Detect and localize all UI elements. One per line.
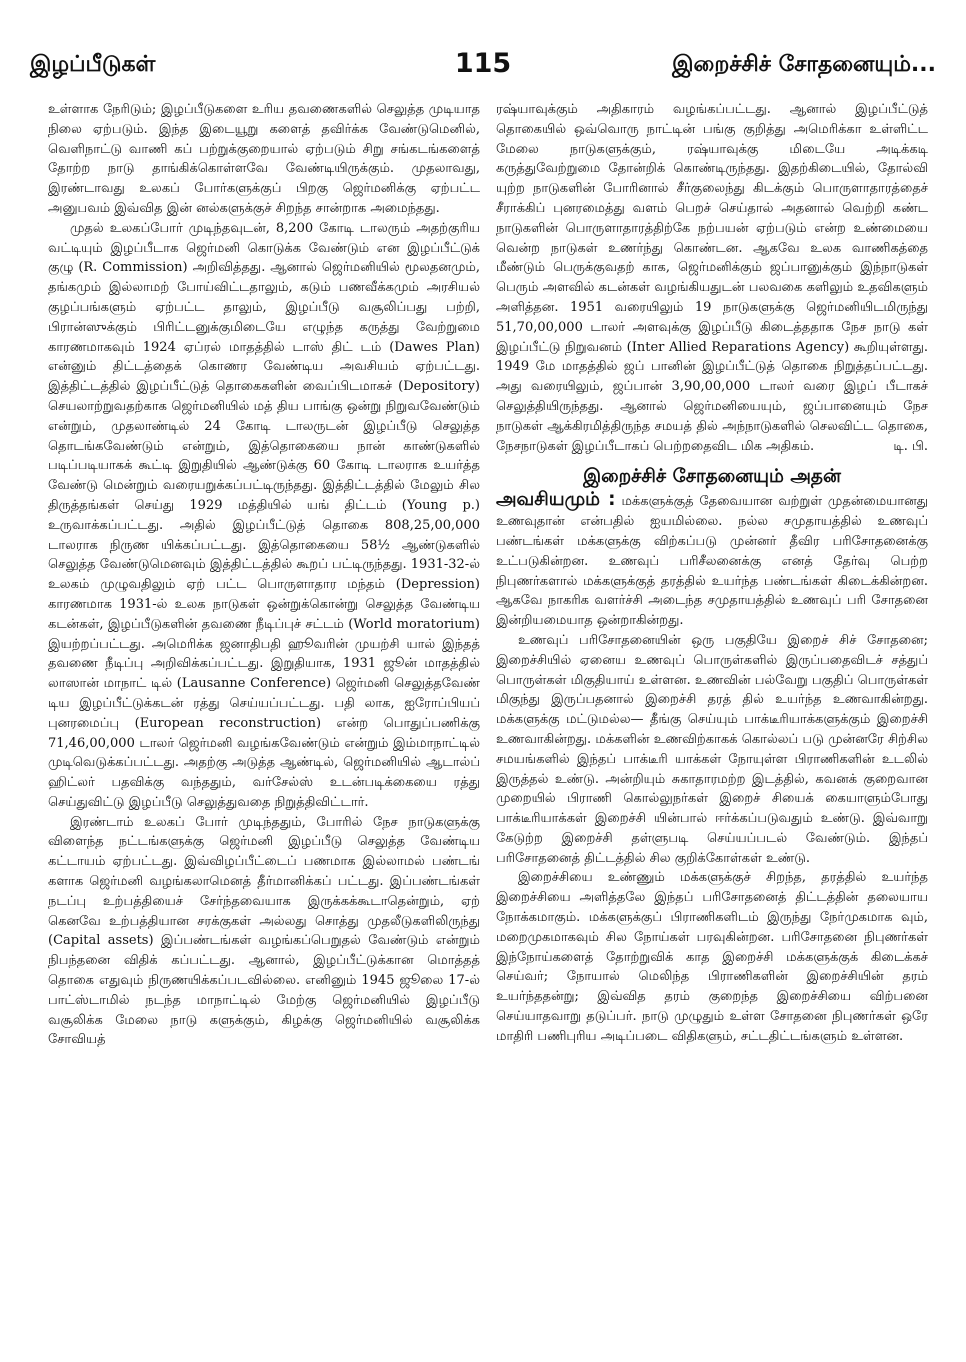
author-initials: டி. பி.: [893, 438, 928, 454]
paragraph: ரஷ்யாவுக்கும் அதிகாரம் வழங்கப்பட்டது. ஆனால் இழப்பீட்டுத் தொகையில் ஒவ்வொரு நாட்டின் பங்கு குறித்து அமெரிக்கா உள்ளிட்ட மேலை நாடுகளுக்கும், ரஷ்யாவுக்கு மிடையே அடிக்கடி கருத்துவேற்றுமை தோன்றிக் கொண்டிருந்தது. இதற்கிடையில், தோல்வி யுற்ற நாடுகளின் போரினால் சீர்குலைந்து கிடக்கும் பொருளாதாரத்தைச் சீராக்கிப் புனரமைத்து வளம் பெறச் செய்தால் அதனால் வெற்றி கண்ட நாடுகளின் பொருளாதாரத்திற்கே நற்பயன் ஏற்படும் என்ற உண்மையை வென்ற நாடுகள் உணர்ந்து கொண்டன. ஆகவே உலக வாணிகத்தை மீண்டும் பெருக்குவதற் காக, ஜெர்மனிக்கும் ஜப்பானுக்கும் இந்நாடுகள் பெரும் அளவில் கடன்கள் வழங்கியதுடன் பலவகை களிலும் உதவிகளும் அளித்தன. 1951 வரையிலும் 19 நாடுகளுக்கு ஜெர்மனியிடமிருந்து 51,70,00,000 டாலர் அளவுக்கு இழப்பீடு கிடைத்ததாக நேச நாடு கள் இழப்பீட்டு நிறுவனம் (Inter Allied Reparations Agency) கூறியுள்ளது. 1949 மே மாதத்தில் ஜப் பானின் இழப்பீட்டுத் தொகை நிறுத்தப்பட்டது. அது வரையிலும், ஜப்பான் 3,90,00,000 டாலர் வரை இழப் பீடாகச் செலுத்தியிருந்தது. ஆனால் ஜெர்மனியையும், ஜப்பானையும் நேச நாடுகள் ஆக்கிரமித்திருந்த சமயத் தில் அந்நாடுகளில் செலவிட்ட தொகை, நேசநாடுகள் இழப்பீடாகப் பெற்றதைவிட மிக அதிகம்.: [496, 102, 928, 454]
page-header: [30, 48, 936, 92]
paragraph: முதல் உலகப்போர் முடிந்தவுடன், 8,200 கோடி டாலரும் அதற்குரிய வட்டியும் இழப்பீடாக ஜெர்மனி கொடுக்க வேண்டும் என இழப்பீட்டுக் குழு (R. Commission) அறிவித்தது. ஆனால் ஜெர்மனியில் மூலதனமும், தங்கமும் இல்லாமற் போய்விட்டதாலும், கடும் பணவீக்கமும் அரசியல் குழப்பங்களும் ஏற்பட்ட தாலும், இழப்பீடு வசூலிப்பது பற்றி, பிரான்ஸுக்கும் பிரிட்டனுக்குமிடையே எழுந்த கருத்து வேற்றுமை காரணமாகவும் 1924 ஏப்ரல் மாதத்தில் டாஸ் திட் டம் (Dawes Plan) என்னும் திட்டத்தைக் கொணர வேண்டிய அவசியம் ஏற்பட்டது. இத்திட்டத்தில் இழப்பீட்டுத் தொகைகளின் வைப்பிடமாகச் (Depository) செயலாற்றுவதற்காக ஜெர்மனியில் மத் திய பாங்கு ஒன்று நிறுவவேண்டும் என்றும், முதலாண்டில் 24 கோடி டாலருடன் இழப்பீடு செலுத்த தொடங்கவேண்டும் என்றும், இத்தொகையை நான் காண்டுகளில் படிப்படியாகக் கூட்டி இறுதியில் ஆண்டுக்கு 60 கோடி டாலராக உயர்த்த வேண்டு மென்றும் வரையறுக்கப்பட்டிருந்தது. இத்திட்டத்தில் மேலும் சில திருத்தங்கள் செய்து 1929 மத்தியில் யங் திட்டம் (Young p.) உருவாக்கப்பட்டது. அதில் இழப்பீட்டுத் தொகை 808,25,00,000 டாலராக நிருண யிக்கப்பட்டது. இத்தொகையை 58½ ஆண்டுகளில் செலுத்த வேண்டுமெனவும் இத்திட்டத்தில் கூறப் பட்டிருந்தது. 1931-32-ல் உலகம் முழுவதிலும் ஏற் பட்ட பொருளாதார மந்தம் (Depression) காரணமாக 1931-ல் உலக நாடுகள் ஒன்றுக்கொன்று செலுத்த வேண்டிய கடன்கள், இழப்பீடுகளின் தவணை நீடிப்புச் சட்டம் (World moratorium) இயற்றப்பட்டது. அமெரிக்க ஜனாதிபதி ஹூவரின் முயற்சி யால் இந்தத் தவணை நீடிப்பு அறிவிக்கப்பட்டது. இறுதியாக, 1931 ஜூன் மாதத்தில் லாஸான் மாநாட் டில் (Lausanne Conference) ஜெர்மனி செலுத்தவேண் டிய இழப்பீட்டுக்கடன் ரத்து செய்யப்பட்டது. பதி லாக, ஐரோப்பியப் புனரமைப்பு (European reconstruction) என்ற பொதுப்பணிக்கு 71,46,00,000 டாலர் ஜெர்மனி வழங்கவேண்டும் என்றும் இம்மாநாட்டில் முடிவெடுக்கப்பட்டது. அதற்கு அடுத்த ஆண்டில், ஜெர்மனியில் ஆடால்ப் ஹிட்லர் பதவிக்கு வந்ததும், வர்சேல்ஸ் உடன்படிக்கையை ரத்து செய்துவிட்டு இழப்பீடு செலுத்துவதை நிறுத்திவிட்டார்.: [48, 220, 480, 810]
running-title-left: இழப்பீடுகள்: [30, 52, 156, 77]
page-number: 115: [454, 48, 512, 79]
paragraph: இரண்டாம் உலகப் போர் முடிந்ததும், போரில் நேச நாடுகளுக்கு விளைந்த நட்டங்களுக்கு ஜெர்மனி இழப்பீடு செலுத்த வேண்டிய கட்டாயம் ஏற்பட்டது. இவ்விழப்பீட்டைப் பணமாக இல்லாமல் பண்டங் களாக ஜெர்மனி வழங்கலாமெனத் தீர்மானிக்கப் பட்டது. இப்பண்டங்கள் நடப்பு உற்பத்தியைச் சேர்ந்தவையாக இருக்கக்கூடாதென்றும், ஏற் கெனவே உற்பத்தியான சரக்குகள் அல்லது சொத்து முதலீடுகளிலிருந்து (Capital assets) இப்பண்டங்கள் வழங்கப்பெறுதல் வேண்டும் என்றும் நிபந்தனை விதிக் கப்பட்டது. ஆனால், இழப்பீட்டுக்கான மொத்தத் தொகை எதுவும் நிருணயிக்கப்படவில்லை. எனினும் 1945 ஜூலை 17-ல் பாட்ஸ்டாமில் நடந்த மாநாட்டில் மேற்கு ஜெர்மனியில் இழப்பீடு வசூலிக்க மேலை நாடு களுக்கும், கிழக்கு ஜெர்மனியில் வசூலிக்க சோவியத்: [48, 814, 480, 1048]
paragraph-text: மக்களுக்குத் தேவையான வற்றுள் முதன்மையானது உணவுதான் என்பதில் ஐயமில்லை. நல்ல சமுதாயத்தில் உணவுப் பண்டங்கள் மக்களுக்கு விற்கப்படு முன்னர் தீவிர பரிசோதனைக்கு உட்படுகின்றன. உணவுப் பரிசீலனைக்கு எனத் தேர்வு பெற்ற நிபுணர்களால் மக்களுக்குத் தரத்தில் உயர்ந்த பண்டங்கள் கிடைக்கின்றன. ஆகவே நாகரிக வளர்ச்சி அடைந்த சமுதாயத்தில் உணவுப் பரி சோதனை இன்றியமையாத ஒன்றாகின்றது.: [496, 494, 928, 629]
section-heading: இறைச்சிச் சோதனையும் அதன்: [583, 466, 841, 488]
paragraph: உள்ளாக நேரிடும்; இழப்பீடுகளை உரிய தவணைகளில் செலுத்த முடியாத நிலை ஏற்படும். இந்த இடையூறு களைத் தவிர்க்க வேண்டுமெனில், வெளிநாட்டு வாணி கப் பற்றுக்குறையால் ஏற்படும் சிறு சங்கடங்களைத் தோற்ற நாடு தாங்கிக்கொள்ளவே வேண்டியிருக்கும். முதலாவது, இரண்டாவது உலகப் போர்களுக்குப் பிறகு ஜெர்மனிக்கு ஏற்பட்ட அனுபவம் இவ்வித இன் னல்களுக்குச் சிறந்த சான்றாக அமைந்தது.: [48, 102, 480, 216]
right-column: [496, 100, 928, 1352]
section-first-paragraph: [496, 490, 928, 631]
running-title-right: இறைச்சிச் சோதனையும்...: [672, 52, 936, 77]
left-column: [48, 100, 480, 1352]
paragraph: உணவுப் பரிசோதனையின் ஒரு பகுதியே இறைச் சிச் சோதனை; இறைச்சியில் ஏனைய உணவுப் பொருள்களில் இருப்பதைவிடச் சத்துப் பொருள்கள் மிகுதியாய் உள்ளன. உணவின் பல்வேறு பகுதிப் பொருள்கள் மிகுந்து இருப்பதனால் இறைச்சி தரத் தில் உயர்ந்த உணவாகின்றது. மக்களுக்கு மட்டுமல்ல— தீங்கு செய்யும் பாக்டீரியாக்களுக்கும் இறைச்சி உணவாகின்றது. மக்களின் உணவிற்காகக் கொல்லப் படு முன்னரே சிற்சில சமயங்களில் இந்தப் பாக்டீரி யாக்கள் நோயுள்ள பிராணிகளின் உடலில் இருத்தல் உண்டு. அன்றியும் சுகாதாரமற்ற இடத்தில், கவனக் குறைவான முறையில் பிராணி கொல்லுநர்கள் இறைச் சியைக் கையாளும்போது பாக்டீரியாக்கள் இறைச்சி யின்பால் ஈர்க்கப்படுவதும் உண்டு. இவ்வாறு கேடுற்ற இறைச்சி தள்ளுபடி செய்யப்படல் வேண்டும். இந்தப் பரிசோதனைத் திட்டத்தில் சில குறிக்கோள்கள் உண்டு.: [496, 632, 928, 866]
paragraph: இறைச்சியை உண்ணும் மக்களுக்குச் சிறந்த, தரத்தில் உயர்ந்த இறைச்சியை அளித்தலே இந்தப் பரிசோதனைத் திட்டத்தின் தலையாய நோக்கமாகும். மக்களுக்குப் பிராணிகளிடம் இருந்து நேர்முகமாக வும், மறைமுகமாகவும் சில நோய்கள் பரவுகின்றன. பரிசோதனை நிபுணர்கள் இந்நோய்களைத் தோற்றுவிக் காத இறைச்சி மக்களுக்குக் கிடைக்கச் செய்வர்; நோயால் மெலிந்த பிராணிகளின் இறைச்சியின் தரம் உயர்ந்ததன்று; இவ்வித தரம் குறைந்த இறைச்சியை விற்பனை செய்யாதவாறு தடுப்பர். நாடு முழுதும் உள்ள சோதனை நிபுணர்கள் ஒரே மாதிரி பணிபுரிய அடிப்படை விதிகளும், சட்டதிட்டங்களும் உள்ளன.: [496, 870, 928, 1044]
section-heading-continuation: அவசியமும் :: [496, 489, 616, 511]
